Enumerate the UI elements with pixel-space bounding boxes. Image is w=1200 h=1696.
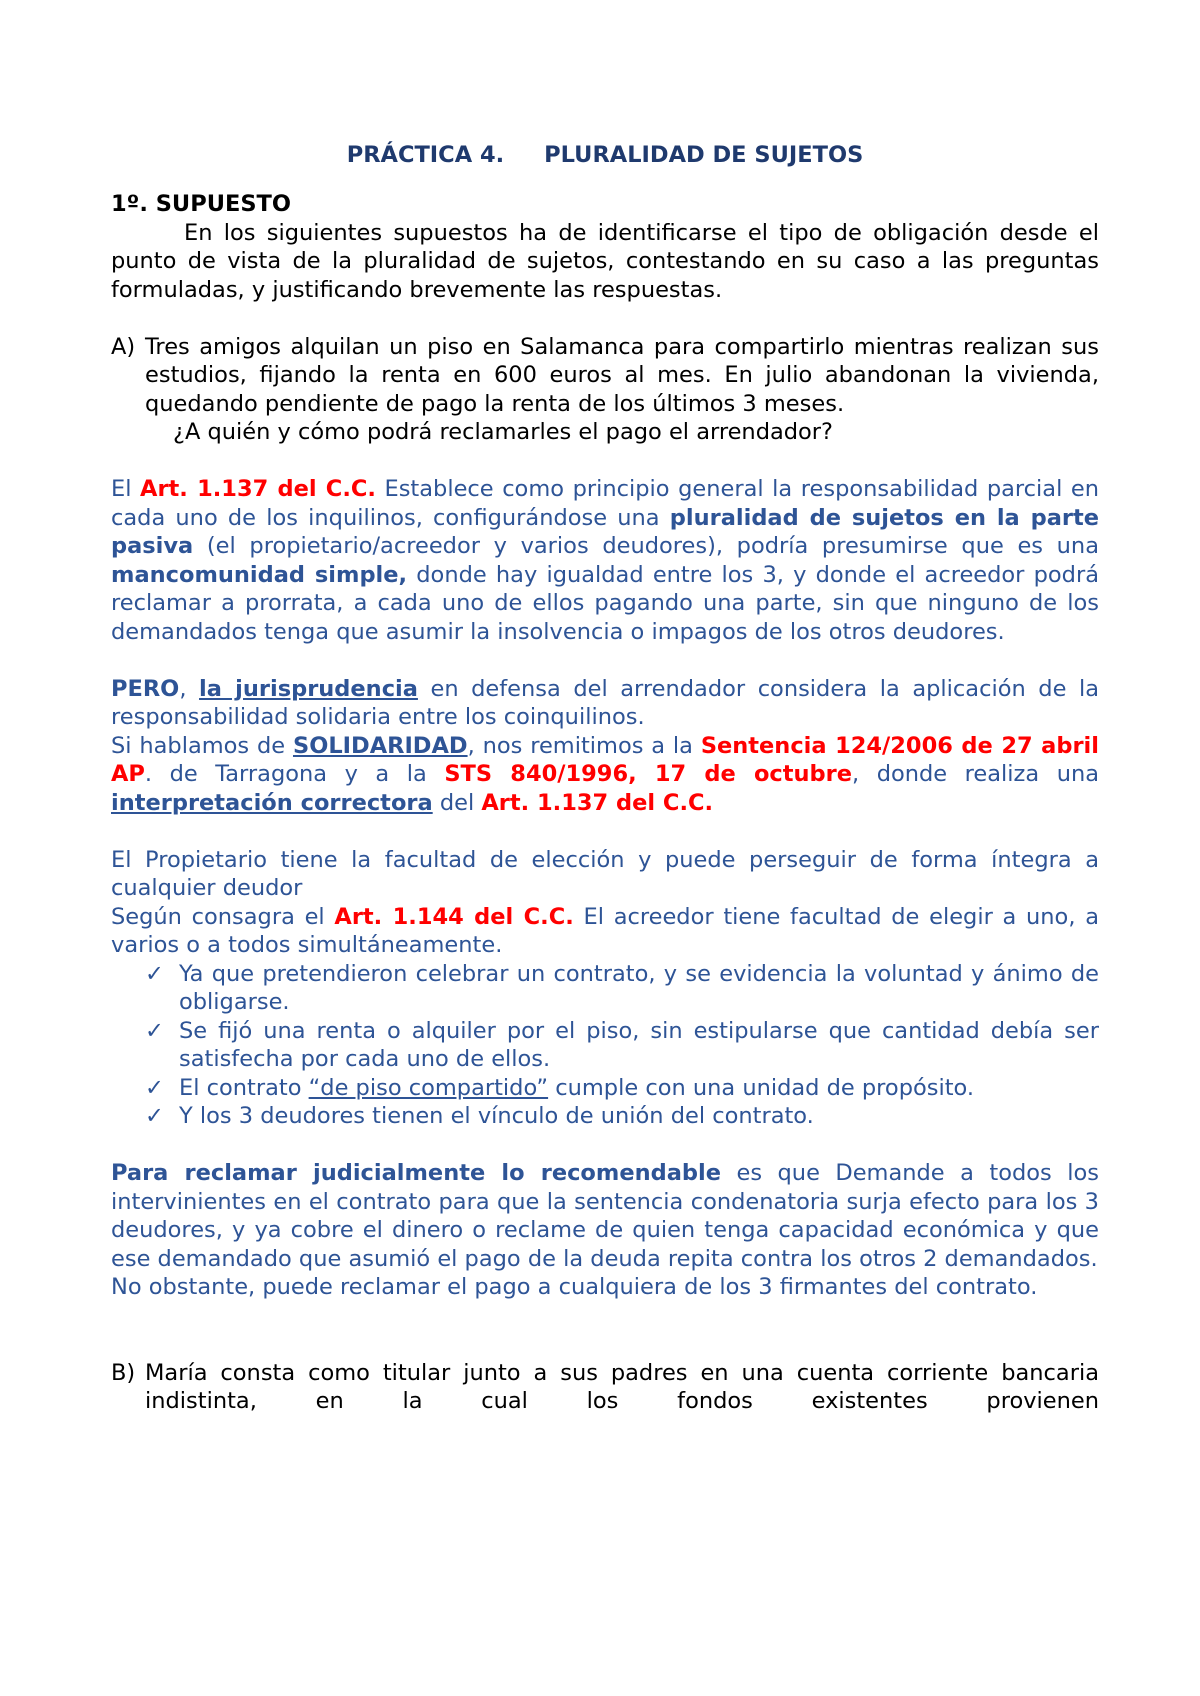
intro-paragraph: En los siguientes supuestos ha de identificarse el tipo de obligación desde el punto de vista de la pluralidad de sujetos, contestando en su caso a las preguntas formuladas, y justificando brevemente las respuestas. [111,219,1099,303]
check-icon: ✓ [145,1103,164,1129]
list-item: ✓ El contrato “de piso compartido” cumple con una unidad de propósito. [111,1074,1099,1103]
case-b-marker: B) [111,1359,136,1386]
answer-paragraph-2: PERO, la jurisprudencia en defensa del arrendador considera la aplicación de la responsabilidad solidaria entre los coinquilinos. [111,675,1099,730]
title-part-2: PLURALIDAD DE SUJETOS [544,142,864,168]
law-reference: Art. 1.137 del C.C. [481,789,714,816]
case-b [111,1359,1099,1416]
check-icon: ✓ [145,1074,164,1101]
law-reference: Art. 1.137 del C.C. [140,476,376,502]
bold-phrase: mancomunidad simple, [111,561,408,588]
section-heading: 1º. SUPUESTO [111,191,292,217]
check-icon: ✓ [145,960,164,987]
underlined-phrase: SOLIDARIDAD [292,732,468,759]
list-item: ✓ Y los 3 deudores tienen el vínculo de unión del contrato. [111,1102,1099,1131]
underlined-phrase: interpretación correctora [111,789,433,816]
document-page [111,140,1099,1416]
law-reference: STS 840/1996, 17 de octubre [444,761,853,787]
case-b-text: María consta como titular junto a sus padres en una cuenta corriente bancaria indistinta, en la cual los fondos existentes provienen [145,1359,1099,1414]
answer-paragraph-5: Según consagra el Art. 1.144 del C.C. El acreedor tiene facultad de elegir a uno, a varios o a todos simultáneamente. [111,903,1099,958]
answer-paragraph-7: No obstante, puede reclamar el pago a cualquiera de los 3 firmantes del contrato. [111,1274,1038,1300]
bold-phrase: Para reclamar judicialmente lo recomendable [111,1160,721,1186]
case-a [111,333,1099,447]
checklist [111,960,1099,1131]
check-icon: ✓ [145,1017,164,1044]
law-reference: Sentencia 124/2006 de 27 abril AP [111,732,1099,787]
answer-paragraph-3: Si hablamos de SOLIDARIDAD, nos remitimos a la Sentencia 124/2006 de 27 abril AP. de Tarragona y a la STS 840/1996, 17 de octubre, donde realiza una interpretación correctora del Art. 1.137 del C.C. [111,732,1099,816]
page-title [111,140,1099,170]
case-a-marker: A) [111,333,136,360]
list-item: ✓ Se fijó una renta o alquiler por el piso, sin estipularse que cantidad debía ser satisfecha por cada uno de ellos. [111,1017,1099,1074]
underlined-phrase: “de piso compartido” [308,1074,549,1101]
law-reference: Art. 1.144 del C.C. [334,903,574,930]
bold-phrase: pluralidad de sujetos en la parte pasiva [111,504,1100,559]
answer-paragraph-4: El Propietario tiene la facultad de elección y puede perseguir de forma íntegra a cualquier deudor [111,846,1099,901]
answer-paragraph-6: Para reclamar judicialmente lo recomendable es que Demande a todos los intervinientes en el contrato para que la sentencia condenatoria surja efecto para los 3 deudores, y ya cobre el dinero o reclame de quien tenga capacidad económica y que ese demandado que asumió el pago de la deuda repita contra los otros 2 demandados. [111,1160,1099,1272]
list-item: ✓ Ya que pretendieron celebrar un contrato, y se evidencia la voluntad y ánimo de obligarse. [111,960,1099,1017]
underlined-phrase: la jurisprudencia [199,675,418,702]
case-a-text: Tres amigos alquilan un piso en Salamanca para compartirlo mientras realizan sus estudios, fijando la renta en 600 euros al mes. En julio abandonan la vivienda, quedando pendiente de pago la renta de los últimos 3 meses. [145,333,1099,417]
case-a-question: ¿A quién y cómo podrá reclamarles el pago el arrendador? [173,419,834,445]
title-part-1: PRÁCTICA 4. [346,142,505,168]
answer-paragraph-1: El Art. 1.137 del C.C. Establece como principio general la responsabilidad parcial en cada uno de los inquilinos, configurándose una pluralidad de sujetos en la parte pasiva (el propietario/acreedor y varios deudores), podría presumirse que es una mancomunidad simple, donde hay igualdad entre los 3, y donde el acreedor podrá reclamar a prorrata, a cada uno de ellos pagando una parte, sin que ninguno de los demandados tenga que asumir la insolvencia o impagos de los otros deudores. [111,476,1100,645]
